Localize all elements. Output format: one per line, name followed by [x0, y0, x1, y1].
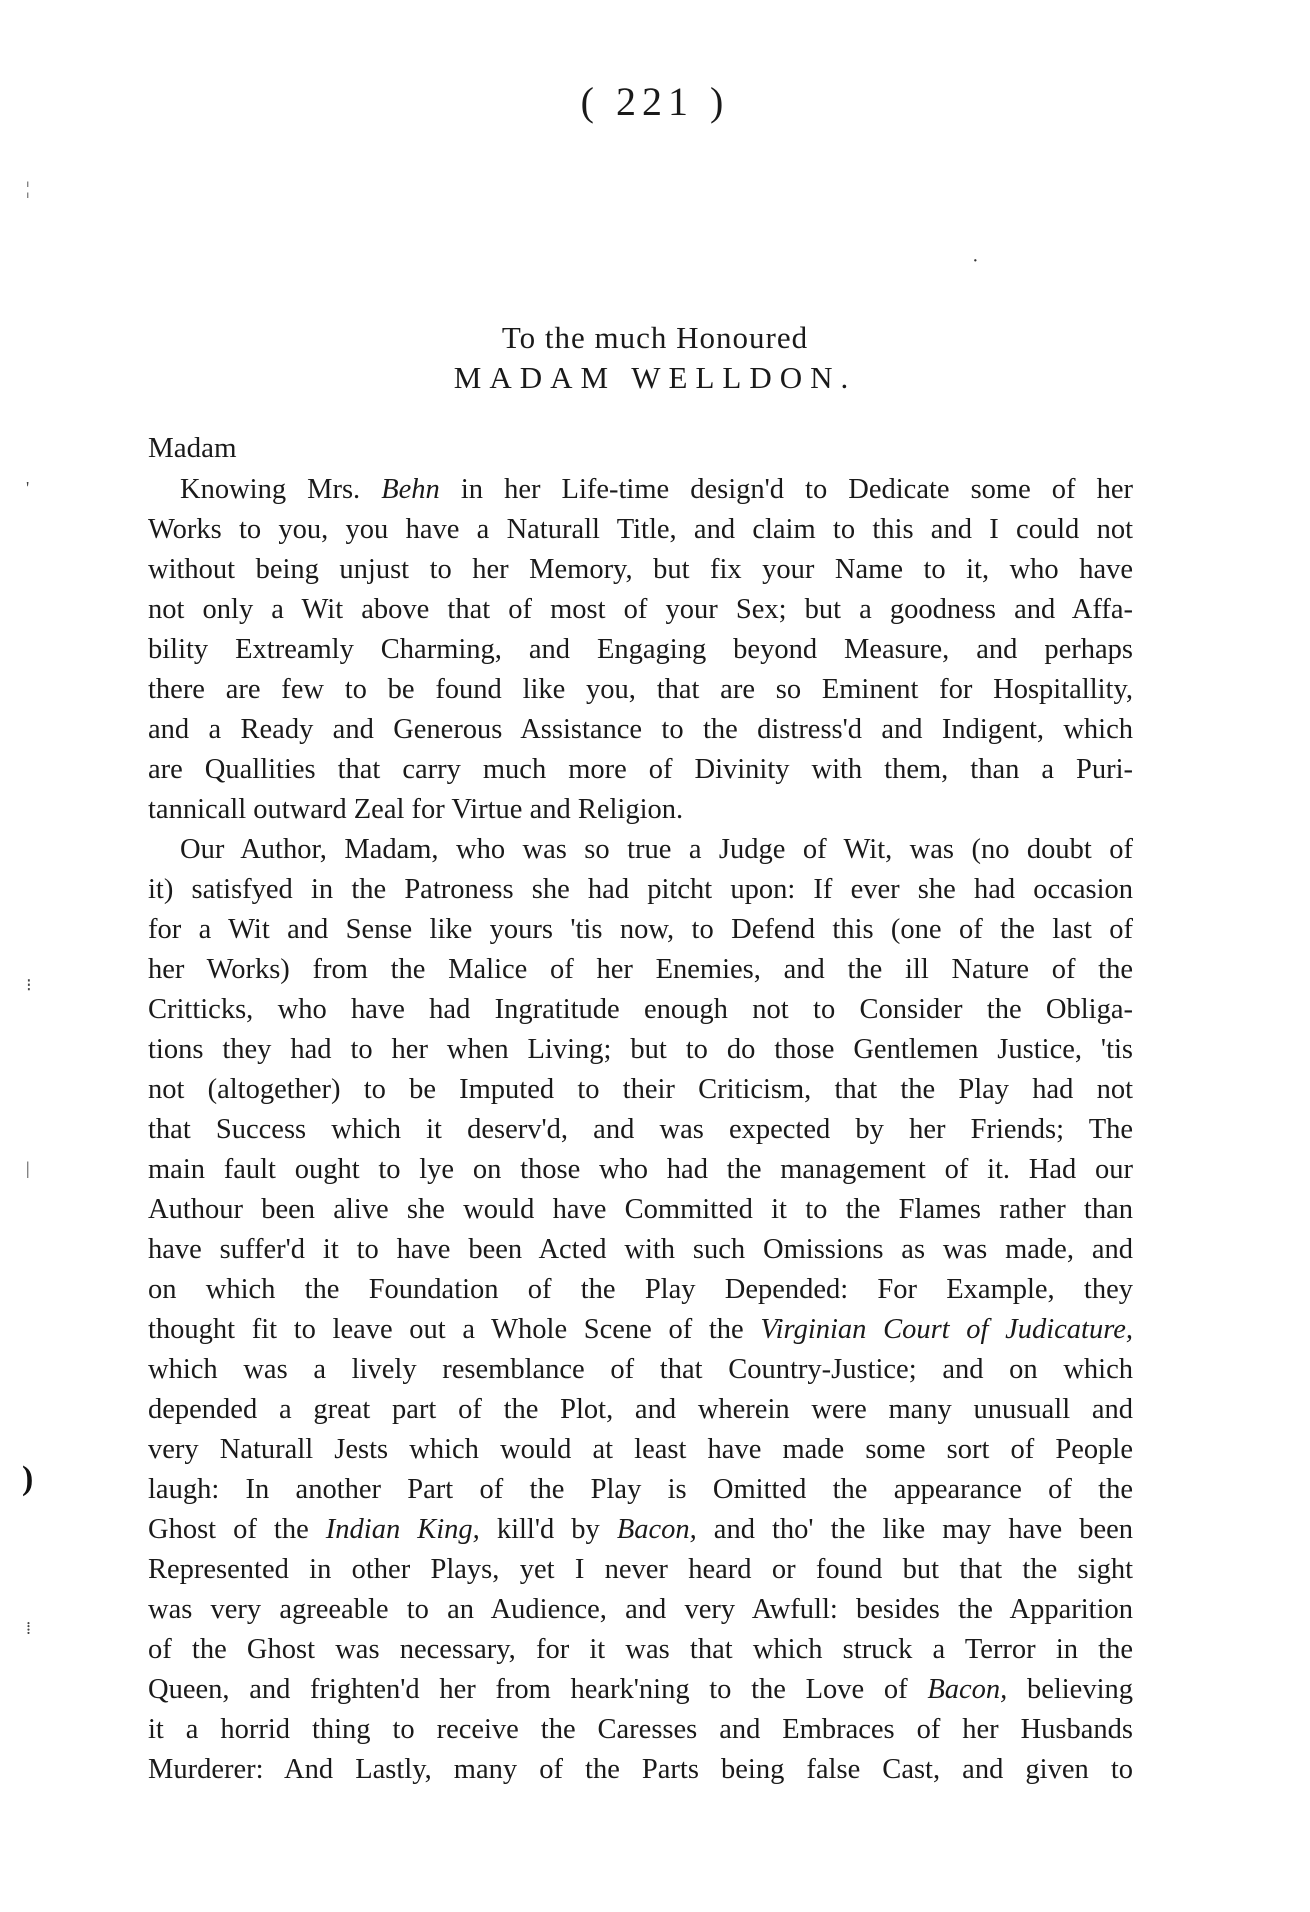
text-line: not only a Wit above that of most of your Sex; but a goodness and Affa-	[148, 594, 1133, 625]
text-line: and a Ready and Generous Assistance to the distress'd and Indigent, which	[148, 714, 1133, 745]
salutation: Madam	[148, 432, 237, 464]
text-line: are Quallities that carry much more of Divinity with them, than a Puri-	[148, 754, 1133, 785]
text-line: on which the Foundation of the Play Depended: For Example, they	[148, 1274, 1133, 1305]
text-line: Knowing Mrs. Behn in her Life-time design'd to Dedicate some of her	[180, 474, 1133, 505]
margin-mark: ⁞	[26, 1618, 32, 1638]
text-line: Ghost of the Indian King, kill'd by Bacon, and tho' the like may have been	[148, 1514, 1133, 1545]
margin-mark: ¦	[26, 178, 30, 198]
text-line: there are few to be found like you, that are so Eminent for Hospitallity,	[148, 674, 1133, 705]
text-line: it a horrid thing to receive the Caresses and Embraces of her Husbands	[148, 1714, 1133, 1745]
text-line: that Success which it deserv'd, and was expected by her Friends; The	[148, 1114, 1133, 1145]
text-line: Critticks, who have had Ingratitude enough not to Consider the Obliga-	[148, 994, 1133, 1025]
text-line: not (altogether) to be Imputed to their Criticism, that the Play had not	[148, 1074, 1133, 1105]
text-line: without being unjust to her Memory, but fix your Name to it, who have	[148, 554, 1133, 585]
text-line: have suffer'd it to have been Acted with such Omissions as was made, and	[148, 1234, 1133, 1265]
margin-mark: )	[22, 1460, 34, 1497]
text-line: main fault ought to lye on those who had the management of it. Had our	[148, 1154, 1133, 1185]
text-line: bility Extreamly Charming, and Engaging beyond Measure, and perhaps	[148, 634, 1133, 665]
page-number: ( 221 )	[580, 79, 730, 124]
heading-line-1: To the much Honoured	[501, 320, 809, 355]
text-line: it) satisfyed in the Patroness she had pitcht upon: If ever she had occasion	[148, 874, 1133, 905]
text-line: Represented in other Plays, yet I never heard or found but that the sight	[148, 1554, 1133, 1585]
text-line: Works to you, you have a Naturall Title, and claim to this and I could not	[148, 514, 1133, 545]
text-line: for a Wit and Sense like yours 'tis now, to Defend this (one of the last of	[148, 914, 1133, 945]
text-line: which was a lively resemblance of that Country-Justice; and on which	[148, 1354, 1133, 1385]
text-line: tannicall outward Zeal for Virtue and Religion.	[148, 794, 684, 825]
text-line: very Naturall Jests which would at least have made some sort of People	[148, 1434, 1133, 1465]
text-line: depended a great part of the Plot, and wherein were many unusuall and	[148, 1394, 1133, 1425]
text-line: Queen, and frighten'd her from heark'ning to the Love of Bacon, believing	[148, 1674, 1133, 1705]
text-line: Authour been alive she would have Committed it to the Flames rather than	[148, 1194, 1133, 1225]
text-line: her Works) from the Malice of her Enemies, and the ill Nature of the	[148, 954, 1133, 985]
text-line: tions they had to her when Living; but to do those Gentlemen Justice, 'tis	[148, 1034, 1133, 1065]
text-line: thought fit to leave out a Whole Scene of the Virginian Court of Judicature,	[148, 1314, 1134, 1345]
text-line: of the Ghost was necessary, for it was that which struck a Terror in the	[148, 1634, 1133, 1665]
margin-mark: ⁝	[26, 975, 32, 995]
text-line: Murderer: And Lastly, many of the Parts being false Cast, and given to	[148, 1754, 1133, 1785]
margin-mark: |	[26, 1158, 30, 1178]
text-line: Our Author, Madam, who was so true a Judge of Wit, was (no doubt of	[180, 834, 1133, 865]
heading-line-2: MADAM WELLDON.	[453, 360, 857, 395]
text-line: laugh: In another Part of the Play is Omitted the appearance of the	[148, 1474, 1133, 1505]
margin-mark: '	[26, 478, 30, 498]
text-line: was very agreeable to an Audience, and very Awfull: besides the Apparition	[148, 1594, 1133, 1625]
stray-mark: ·	[972, 250, 979, 272]
